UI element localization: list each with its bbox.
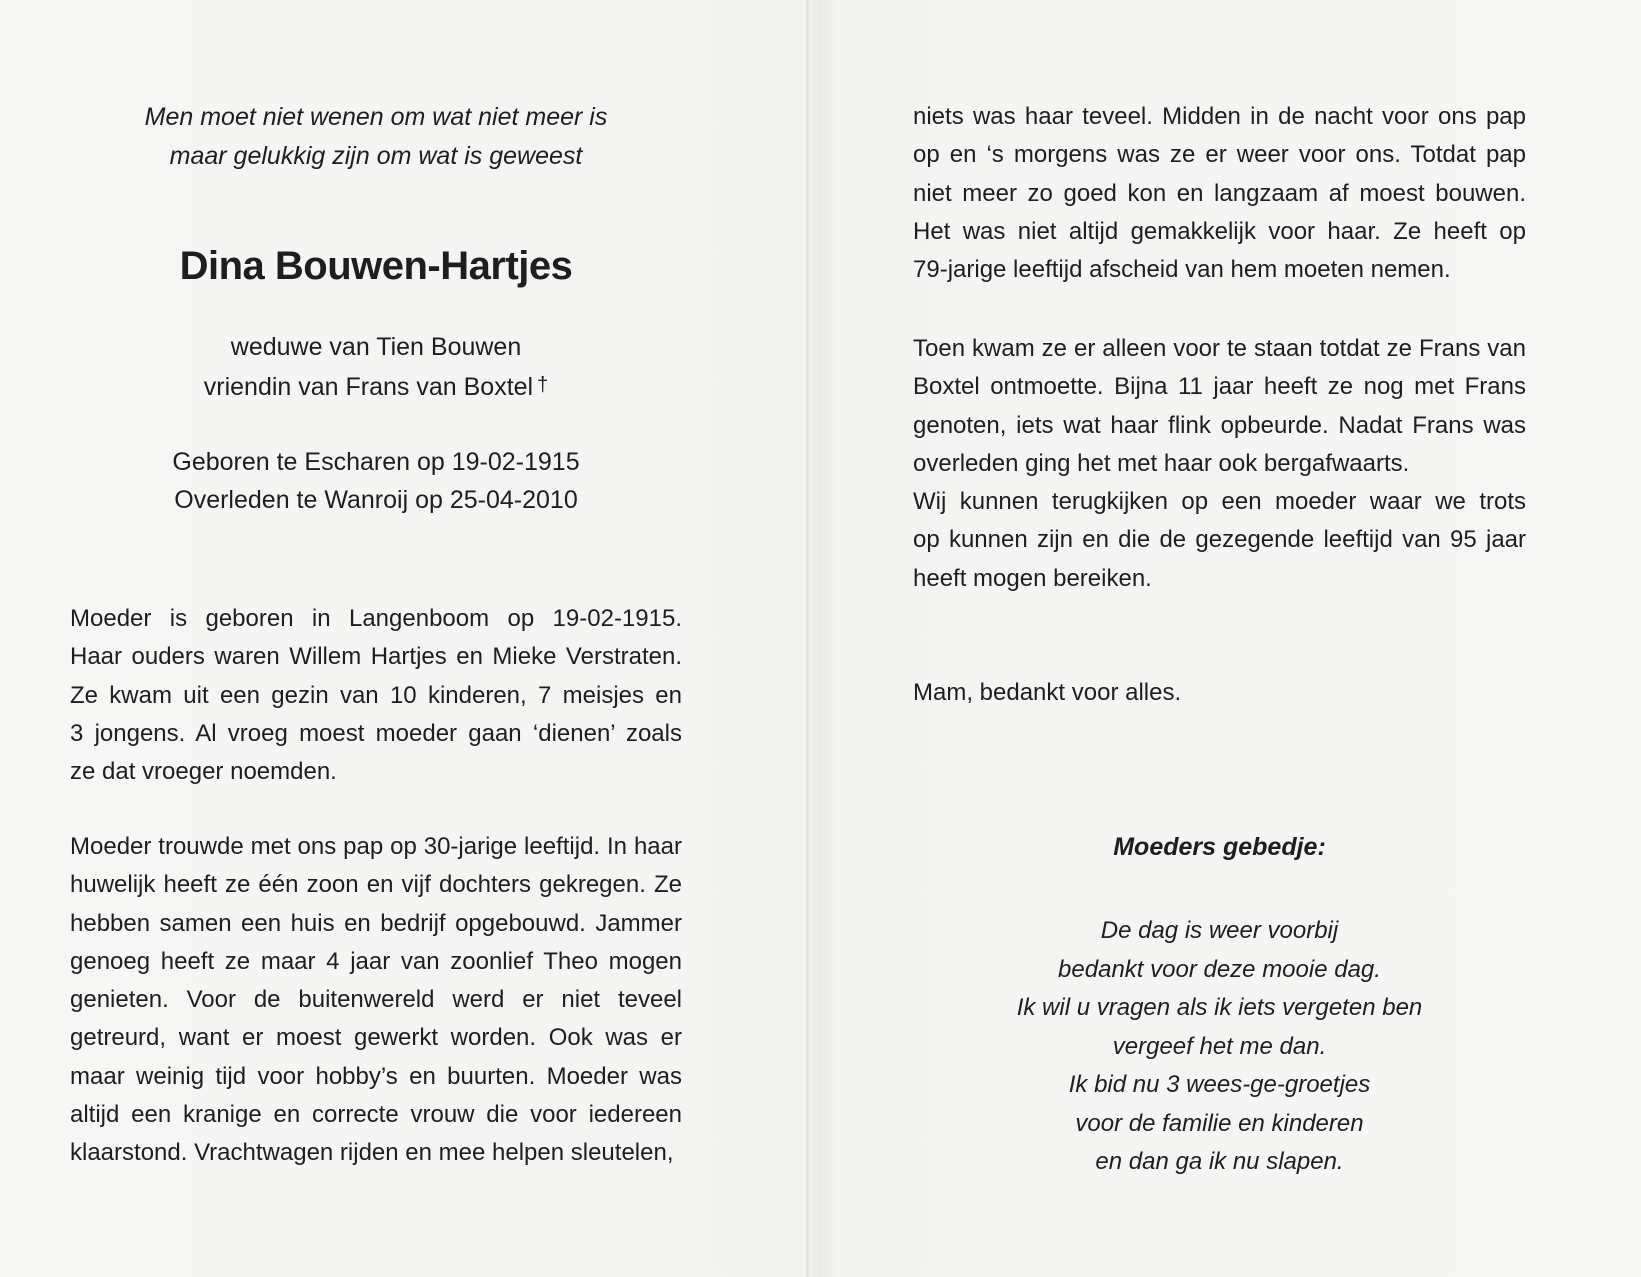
biography-paragraph-4	[913, 330, 1526, 598]
text-line: overleden ging het met haar ook bergafwaarts.	[913, 449, 1410, 477]
text-line: niets was haar teveel. Midden in de nacht voor ons pap	[913, 103, 1526, 130]
text-line: Boxtel ontmoette. Bijna 11 jaar heeft ze nog met Frans	[913, 373, 1526, 401]
biography-paragraph-3	[913, 98, 1526, 289]
text-line: klaarstond. Vrachtwagen rijden en mee helpen sleutelen,	[70, 1139, 674, 1167]
text-line: niet meer zo goed kon en langzaam af moest bouwen.	[913, 179, 1526, 207]
biography-paragraph-1	[70, 600, 682, 791]
birth-line: Geboren te Escharen op 19-02-1915	[172, 448, 580, 476]
relation-text: vriendin van Frans van Boxtel	[203, 373, 534, 401]
death-line: Overleden te Wanroij op 25-04-2010	[174, 486, 578, 514]
text-line: Wij kunnen terugkijken op een moeder waar we trots	[913, 488, 1526, 516]
text-line: 79-jarige leeftijd afscheid van hem moeten nemen.	[913, 256, 1451, 284]
text-line: genoten, iets wat haar flink opbeurde. Nadat Frans was	[913, 411, 1526, 439]
motto-line: maar gelukkig zijn om wat is geweest	[169, 142, 583, 170]
text-line: op en ‘s morgens was ze er weer voor ons. Totdat pap	[913, 141, 1526, 169]
text-line: op kunnen zijn en die de gezegende leeftijd van 95 jaar	[913, 526, 1526, 554]
text-line: 3 jongens. Al vroeg moest moeder gaan ‘dienen’ zoals	[70, 719, 682, 747]
relation-line: weduwe van Tien Bouwen	[230, 333, 522, 361]
prayer	[913, 912, 1526, 1182]
text-line: Toen kwam ze er alleen voor te staan totdat ze Frans van	[913, 335, 1526, 362]
text-line: genoeg heeft ze maar 4 jaar van zoonlief Theo mogen	[70, 947, 682, 975]
relations	[70, 328, 682, 406]
relation-line	[70, 366, 682, 406]
text-line: Het was niet altijd gemakkelijk voor haar. Ze heeft op	[913, 217, 1526, 245]
life-dates	[70, 443, 682, 519]
text-line: getreurd, want er moest gewerkt worden. Ook was er	[70, 1024, 682, 1052]
prayer-line: vergeef het me dan.	[1112, 1032, 1327, 1060]
text-line: hebben samen een huis en bedrijf opgebouwd. Jammer	[70, 909, 682, 937]
motto-line: Men moet niet wenen om wat niet meer is	[144, 103, 608, 131]
text-line: altijd een kranige en correcte vrouw die voor iedereen	[70, 1101, 682, 1129]
prayer-title: Moeders gebedje:	[1113, 833, 1326, 861]
text-line: ze dat vroeger noemden.	[70, 758, 337, 786]
prayer-line: Ik bid nu 3 wees-ge-groetjes	[1068, 1071, 1371, 1098]
prayer-line: en dan ga ik nu slapen.	[1095, 1148, 1344, 1175]
biography-paragraph-2	[70, 828, 682, 1173]
text-line: huwelijk heeft ze één zoon en vijf dochters gekregen. Ze	[70, 871, 682, 899]
text-line: Moeder trouwde met ons pap op 30-jarige leeftijd. In haar	[70, 833, 682, 860]
card-fold	[806, 0, 809, 1277]
prayer-line: De dag is weer voorbij	[1100, 917, 1339, 944]
text-line: heeft mogen bereiken.	[913, 564, 1152, 592]
prayer-line: bedankt voor deze mooie dag.	[1058, 955, 1381, 983]
text-line: Haar ouders waren Willem Hartjes en Mieke Verstraten.	[70, 643, 682, 671]
deceased-name: Dina Bouwen-Hartjes	[179, 244, 573, 288]
text-line: genieten. Voor de buitenwereld werd er niet teveel	[70, 986, 682, 1014]
text-line: maar weinig tijd voor hobby’s en buurten. Moeder was	[70, 1062, 682, 1090]
closing-line: Mam, bedankt voor alles.	[913, 679, 1182, 706]
prayer-line: Ik wil u vragen als ik iets vergeten ben	[1016, 994, 1423, 1021]
cross-icon: †	[537, 374, 549, 396]
motto	[70, 98, 682, 176]
text-line: Moeder is geboren in Langenboom op 19-02-1915.	[70, 605, 682, 632]
prayer-line: voor de familie en kinderen	[1075, 1109, 1364, 1137]
text-line: Ze kwam uit een gezin van 10 kinderen, 7 meisjes en	[70, 681, 682, 709]
